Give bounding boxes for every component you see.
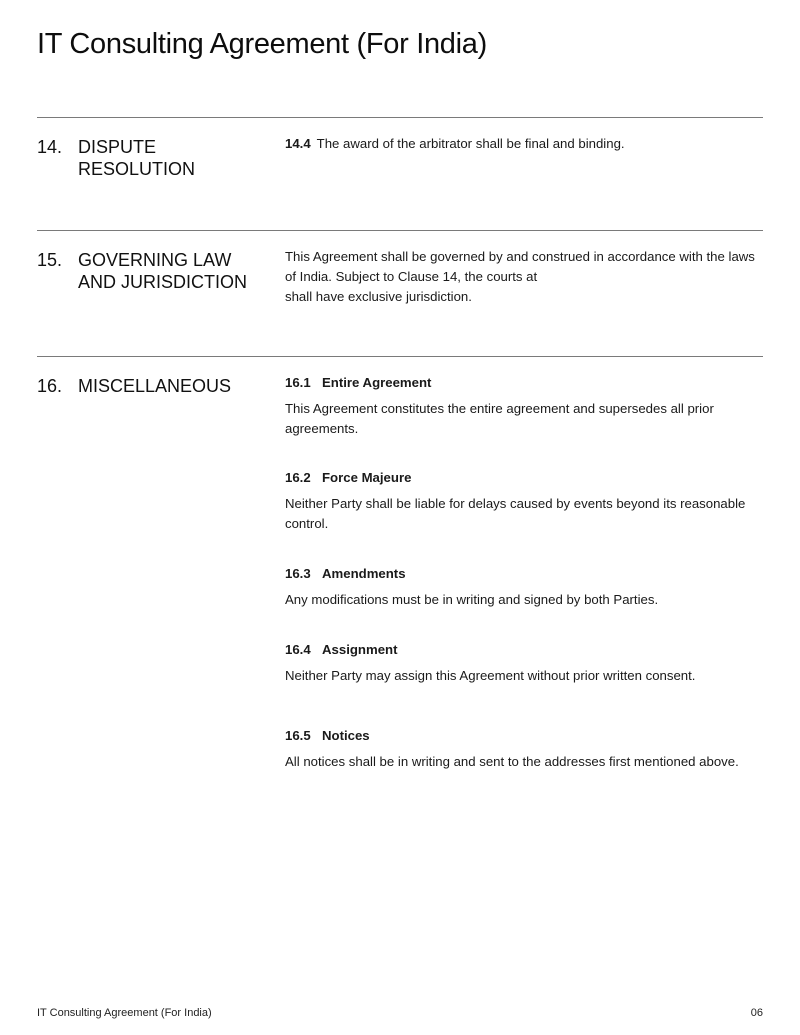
section-number: 14. (37, 137, 63, 157)
governing-law-text (285, 247, 765, 307)
section-heading-dispute-resolution (78, 136, 268, 180)
subclause-number: 16.2 (285, 470, 311, 485)
section-heading-line: GOVERNING LAW (78, 250, 232, 270)
subclause-text: Neither Party may assign this Agreement without prior written consent. (285, 668, 696, 683)
section-heading-governing-law (78, 249, 268, 293)
subclause-assignment (285, 640, 765, 686)
subclause-text: Neither Party shall be liable for delays caused by events beyond its reasonable control. (285, 496, 746, 531)
section-divider (37, 230, 763, 231)
subclause-title: Notices (322, 728, 370, 743)
section-number: 15. (37, 250, 63, 270)
subclause-text: This Agreement constitutes the entire agreement and supersedes all prior agreements. (285, 401, 714, 436)
subclause-number: 16.4 (285, 642, 311, 657)
section-divider (37, 356, 763, 357)
document-title: IT Consulting Agreement (For India) (37, 28, 487, 60)
clause-text: The award of the arbitrator shall be final and binding. (316, 136, 625, 151)
subclause-number: 16.3 (285, 566, 311, 581)
subclause-number: 16.5 (285, 728, 311, 743)
clause-number: 14.4 (285, 136, 311, 151)
section-heading-line: DISPUTE (78, 137, 157, 157)
section-heading-miscellaneous (78, 375, 268, 397)
section-heading-line: MISCELLANEOUS (78, 376, 232, 396)
subclause-notices (285, 726, 765, 772)
clause-14-4 (285, 134, 765, 154)
subclause-entire-agreement (285, 373, 765, 439)
subclause-amendments (285, 564, 765, 610)
subclause-title: Assignment (322, 642, 398, 657)
subclause-title: Force Majeure (322, 470, 412, 485)
text-line: shall have exclusive jurisdiction. (285, 289, 472, 304)
footer-document-title: IT Consulting Agreement (For India) (37, 1007, 212, 1019)
text-line: This Agreement shall be governed by and construed in accordance with the laws (285, 249, 755, 264)
section-number: 16. (37, 376, 63, 396)
subclause-number: 16.1 (285, 375, 311, 390)
subclause-title: Entire Agreement (322, 375, 432, 390)
subclause-title: Amendments (322, 566, 406, 581)
section-heading-line: AND JURISDICTION (78, 272, 248, 292)
section-divider (37, 117, 763, 118)
subclause-text: Any modifications must be in writing and signed by both Parties. (285, 592, 659, 607)
text-line: of India. Subject to Clause 14, the courts at (285, 269, 538, 284)
subclause-force-majeure (285, 468, 765, 534)
subclause-text: All notices shall be in writing and sent to the addresses first mentioned above. (285, 754, 739, 769)
section-heading-line: RESOLUTION (78, 159, 196, 179)
page-number: 06 (750, 1007, 763, 1019)
